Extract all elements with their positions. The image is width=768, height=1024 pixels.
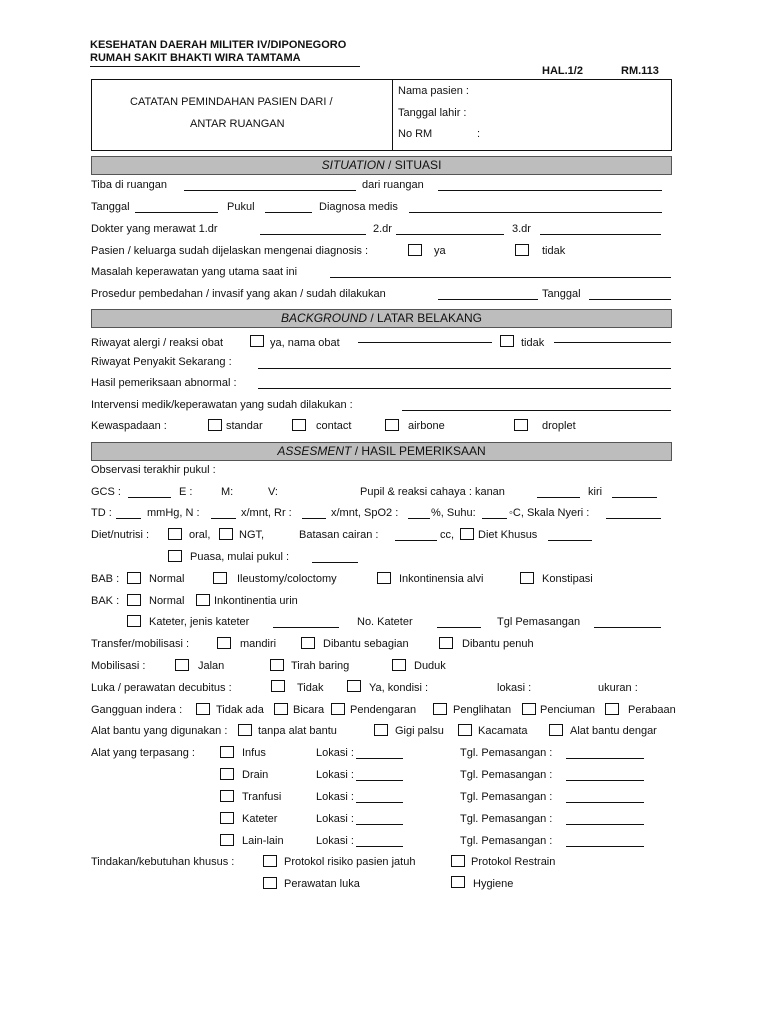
doctor3-label: 3.dr <box>512 223 531 235</box>
fluid-limit-label: Batasan cairan : <box>299 529 379 541</box>
allergy-no-label: tidak <box>521 337 545 349</box>
transfer-partial-checkbox[interactable] <box>301 637 315 649</box>
device-kateter-date-label: Tgl. Pemasangan : <box>460 813 553 825</box>
mobilization-walk-checkbox[interactable] <box>175 659 189 671</box>
device-infus-label: Infus <box>242 747 266 759</box>
allergy-no-field[interactable] <box>554 342 671 343</box>
pupil-right-field[interactable] <box>537 497 580 498</box>
situation-title-id: / SITUASI <box>384 158 442 172</box>
bab-incontinence-label: Inkontinensia alvi <box>399 573 484 585</box>
device-other-label: Lain-lain <box>242 835 284 847</box>
explained-no-label: tidak <box>542 245 566 257</box>
fasting-checkbox[interactable] <box>168 550 182 562</box>
doctor1-field[interactable] <box>260 234 366 235</box>
allergy-drug-field[interactable] <box>358 342 492 343</box>
precaution-droplet-label: droplet <box>542 420 576 432</box>
bp-field[interactable] <box>116 518 141 519</box>
sensory-touch-checkbox[interactable] <box>605 703 619 715</box>
date-label: Tanggal <box>91 201 130 213</box>
device-other-checkbox[interactable] <box>220 834 234 846</box>
special-diet-field[interactable] <box>548 540 592 541</box>
precaution-standard-checkbox[interactable] <box>208 419 222 431</box>
header-underline <box>90 66 360 67</box>
background-title-id: / LATAR BELAKANG <box>367 311 482 325</box>
diagnosis-label: Diagnosa medis <box>319 201 398 213</box>
device-kateter-location-field[interactable] <box>356 824 403 825</box>
device-drain-date-label: Tgl. Pemasangan : <box>460 769 553 781</box>
explained-yes-checkbox[interactable] <box>408 244 422 256</box>
precaution-contact-label: contact <box>316 420 352 432</box>
restrain-checkbox[interactable] <box>451 855 465 867</box>
doctor3-field[interactable] <box>540 234 661 235</box>
assesment-title-id: / HASIL PEMERIKSAAN <box>351 444 486 458</box>
catheter-checkbox[interactable] <box>127 615 141 627</box>
current-illness-label: Riwayat Penyakit Sekarang : <box>91 356 232 368</box>
pupil-left-label: kiri <box>588 486 603 498</box>
sensory-none-label: Tidak ada <box>216 704 264 716</box>
precaution-droplet-checkbox[interactable] <box>514 419 528 431</box>
wound-care-label: Perawatan luka <box>284 878 360 890</box>
bak-normal-label: Normal <box>149 595 185 607</box>
diet-label: Diet/nutrisi : <box>91 529 150 541</box>
device-kateter-date-field[interactable] <box>566 824 644 825</box>
explained-no-checkbox[interactable] <box>515 244 529 256</box>
catheter-date-label: Tgl Pemasangan <box>497 616 581 628</box>
device-drain-label: Drain <box>242 769 269 781</box>
diagnosis-field[interactable] <box>409 212 662 213</box>
device-kateter-location-label: Lokasi : <box>316 813 354 825</box>
fluid-cc-label: cc, <box>440 529 455 541</box>
last-observation-label: Observasi terakhir pukul : <box>91 464 216 476</box>
form-code: RM.113 <box>621 65 659 77</box>
device-drain-location-label: Lokasi : <box>316 769 354 781</box>
abnormal-results-field[interactable] <box>258 388 671 389</box>
bab-normal-checkbox[interactable] <box>127 572 141 584</box>
special-needs-label: Tindakan/kebutuhan khusus : <box>91 856 235 868</box>
aids-none-checkbox[interactable] <box>238 724 252 736</box>
bab-constipation-checkbox[interactable] <box>520 572 534 584</box>
mobilization-walk-label: Jalan <box>198 660 225 672</box>
diagnosis-explained-label: Pasien / keluarga sudah dijelaskan mengenai diagnosis : <box>91 245 369 257</box>
hygiene-checkbox[interactable] <box>451 876 465 888</box>
bab-ileostomy-checkbox[interactable] <box>213 572 227 584</box>
restrain-label: Protokol Restrain <box>471 856 556 868</box>
org-name: KESEHATAN DAERAH MILITER IV/DIPONEGORO <box>90 39 347 51</box>
aids-dentures-label: Gigi palsu <box>395 725 444 737</box>
diet-oral-label: oral, <box>189 529 211 541</box>
medical-record-colon: : <box>477 128 481 140</box>
transfer-label: Transfer/mobilisasi : <box>91 638 190 650</box>
transfer-full-checkbox[interactable] <box>439 637 453 649</box>
fall-risk-checkbox[interactable] <box>263 855 277 867</box>
pain-scale-label: ◦C, Skala Nyeri : <box>509 507 590 519</box>
catheter-type-label: Kateter, jenis kateter <box>149 616 250 628</box>
allergy-yes-checkbox[interactable] <box>250 335 264 347</box>
background-section-header <box>91 309 672 328</box>
form-title-line2: ANTAR RUANGAN <box>190 118 285 130</box>
device-tranfusi-date-label: Tgl. Pemasangan : <box>460 791 553 803</box>
catheter-number-label: No. Kateter <box>357 616 413 628</box>
device-infus-location-field[interactable] <box>356 758 403 759</box>
time-label: Pukul <box>227 201 255 213</box>
aids-glasses-checkbox[interactable] <box>458 724 472 736</box>
birth-date-label: Tanggal lahir : <box>398 107 467 119</box>
transfer-independent-checkbox[interactable] <box>217 637 231 649</box>
form-title-line1: CATATAN PEMINDAHAN PASIEN DARI / <box>130 96 333 108</box>
bak-label: BAK : <box>91 595 120 607</box>
wound-no-checkbox[interactable] <box>271 680 285 692</box>
precaution-standard-label: standar <box>226 420 263 432</box>
arrival-room-label: Tiba di ruangan <box>91 179 168 191</box>
sensory-hearing-checkbox[interactable] <box>331 703 345 715</box>
procedure-field[interactable] <box>438 299 538 300</box>
aids-hearing-checkbox[interactable] <box>549 724 563 736</box>
pulse-label: mmHg, N : <box>147 507 200 519</box>
device-drain-date-field[interactable] <box>566 780 644 781</box>
wound-yes-label: Ya, kondisi : <box>369 682 429 694</box>
catheter-type-field[interactable] <box>273 627 339 628</box>
intervention-label: Intervensi medik/keperawatan yang sudah dilakukan : <box>91 399 353 411</box>
bab-label: BAB : <box>91 573 120 585</box>
aids-dentures-checkbox[interactable] <box>374 724 388 736</box>
assesment-title-en: ASSESMENT <box>277 444 352 458</box>
mobilization-label: Mobilisasi : <box>91 660 146 672</box>
mobilization-bed-checkbox[interactable] <box>270 659 284 671</box>
allergy-no-checkbox[interactable] <box>500 335 514 347</box>
catheter-number-field[interactable] <box>437 627 481 628</box>
sensory-vision-label: Penglihatan <box>453 704 512 716</box>
precaution-contact-checkbox[interactable] <box>292 419 306 431</box>
aids-label: Alat bantu yang digunakan : <box>91 725 228 737</box>
bab-incontinence-checkbox[interactable] <box>377 572 391 584</box>
installed-devices-label: Alat yang terpasang : <box>91 747 195 759</box>
temperature-field[interactable] <box>482 518 507 519</box>
fall-risk-label: Protokol risiko pasien jatuh <box>284 856 416 868</box>
bak-normal-checkbox[interactable] <box>127 594 141 606</box>
background-title-en: BACKGROUND <box>281 311 368 325</box>
fasting-label: Puasa, mulai pukul : <box>190 551 290 563</box>
gcs-m-label: M: <box>221 486 234 498</box>
sensory-label: Gangguan indera : <box>91 704 183 716</box>
gcs-label: GCS : <box>91 486 121 498</box>
device-infus-date-label: Tgl. Pemasangan : <box>460 747 553 759</box>
device-infus-checkbox[interactable] <box>220 746 234 758</box>
pupil-left-field[interactable] <box>612 497 657 498</box>
transfer-partial-label: Dibantu sebagian <box>323 638 409 650</box>
device-tranfusi-label: Tranfusi <box>242 791 282 803</box>
sensory-smell-label: Penciuman <box>540 704 596 716</box>
title-box <box>91 79 393 151</box>
rr-field[interactable] <box>302 518 326 519</box>
arrival-room-field[interactable] <box>184 190 356 191</box>
abnormal-results-label: Hasil pemeriksaan abnormal : <box>91 377 237 389</box>
from-room-label: dari ruangan <box>362 179 424 191</box>
sensory-smell-checkbox[interactable] <box>522 703 536 715</box>
device-tranfusi-checkbox[interactable] <box>220 790 234 802</box>
mobilization-sit-label: Duduk <box>414 660 446 672</box>
wound-care-checkbox[interactable] <box>263 877 277 889</box>
diet-ngt-label: NGT, <box>239 529 265 541</box>
diet-ngt-checkbox[interactable] <box>219 528 233 540</box>
gcs-e-label: E : <box>179 486 193 498</box>
aids-none-label: tanpa alat bantu <box>258 725 337 737</box>
transfer-full-label: Dibantu penuh <box>462 638 534 650</box>
procedure-date-label: Tanggal <box>542 288 581 300</box>
transfer-independent-label: mandiri <box>240 638 277 650</box>
diet-oral-checkbox[interactable] <box>168 528 182 540</box>
situation-section-header <box>91 156 672 175</box>
gcs-v-label: V: <box>268 486 278 498</box>
wound-label: Luka / perawatan decubitus : <box>91 682 232 694</box>
mobilization-sit-checkbox[interactable] <box>392 659 406 671</box>
procedure-label: Prosedur pembedahan / invasif yang akan / sudah dilakukan <box>91 288 386 300</box>
temperature-label: %, Suhu: <box>431 507 476 519</box>
precaution-airbone-label: airbone <box>408 420 445 432</box>
sensory-touch-label: Perabaan <box>628 704 676 716</box>
bak-incontinence-checkbox[interactable] <box>196 594 210 606</box>
device-other-date-label: Tgl. Pemasangan : <box>460 835 553 847</box>
device-kateter-label: Kateter <box>242 813 278 825</box>
mobilization-bed-label: Tirah baring <box>291 660 350 672</box>
sensory-vision-checkbox[interactable] <box>433 703 447 715</box>
precaution-label: Kewaspadaan : <box>91 420 167 432</box>
sensory-speech-label: Bicara <box>293 704 325 716</box>
wound-no-label: Tidak <box>297 682 324 694</box>
sensory-hearing-label: Pendengaran <box>350 704 417 716</box>
hospital-name: RUMAH SAKIT BHAKTI WIRA TAMTAMA <box>90 52 301 64</box>
current-illness-field[interactable] <box>258 368 671 369</box>
page-number: HAL.1/2 <box>542 65 583 77</box>
fasting-time-field[interactable] <box>312 562 358 563</box>
allergy-label: Riwayat alergi / reaksi obat <box>91 337 224 349</box>
bab-normal-label: Normal <box>149 573 185 585</box>
nursing-problem-label: Masalah keperawatan yang utama saat ini <box>91 266 298 278</box>
device-tranfusi-location-field[interactable] <box>356 802 403 803</box>
device-drain-location-field[interactable] <box>356 780 403 781</box>
device-infus-date-field[interactable] <box>566 758 644 759</box>
device-infus-location-label: Lokasi : <box>316 747 354 759</box>
explained-yes-label: ya <box>434 245 446 257</box>
aids-hearing-label: Alat bantu dengar <box>570 725 657 737</box>
wound-size-label: ukuran : <box>598 682 638 694</box>
procedure-date-field[interactable] <box>589 299 671 300</box>
bab-constipation-label: Konstipasi <box>542 573 593 585</box>
assesment-section-header <box>91 442 672 461</box>
aids-glasses-label: Kacamata <box>478 725 528 737</box>
patient-name-label: Nama pasien : <box>398 85 469 97</box>
device-other-location-field[interactable] <box>356 846 403 847</box>
fluid-limit-field[interactable] <box>395 540 437 541</box>
special-diet-label: Diet Khusus <box>478 529 538 541</box>
doctor-label: Dokter yang merawat 1.dr <box>91 223 218 235</box>
spo2-label: x/mnt, SpO2 : <box>331 507 399 519</box>
bab-ileostomy-label: Ileustomy/coloctomy <box>237 573 337 585</box>
device-other-location-label: Lokasi : <box>316 835 354 847</box>
time-field[interactable] <box>265 212 312 213</box>
special-diet-checkbox[interactable] <box>460 528 474 540</box>
date-field[interactable] <box>135 212 218 213</box>
wound-location-label: lokasi : <box>497 682 532 694</box>
doctor2-label: 2.dr <box>373 223 392 235</box>
sensory-speech-checkbox[interactable] <box>274 703 288 715</box>
device-other-date-field[interactable] <box>566 846 644 847</box>
nursing-problem-field[interactable] <box>330 277 671 278</box>
allergy-yes-label: ya, nama obat <box>270 337 340 349</box>
wound-yes-checkbox[interactable] <box>347 680 361 692</box>
sensory-none-checkbox[interactable] <box>196 703 210 715</box>
bp-label: TD : <box>91 507 112 519</box>
gcs-field[interactable] <box>128 497 171 498</box>
intervention-field[interactable] <box>402 410 671 411</box>
device-tranfusi-location-label: Lokasi : <box>316 791 354 803</box>
device-drain-checkbox[interactable] <box>220 768 234 780</box>
spo2-field[interactable] <box>408 518 430 519</box>
situation-title-en: SITUATION <box>321 158 385 172</box>
precaution-airbone-checkbox[interactable] <box>385 419 399 431</box>
medical-record-label: No RM <box>398 128 433 140</box>
hygiene-label: Hygiene <box>473 878 514 890</box>
doctor2-field[interactable] <box>396 234 504 235</box>
device-tranfusi-date-field[interactable] <box>566 802 644 803</box>
bak-incontinence-label: Inkontinentia urin <box>214 595 298 607</box>
catheter-date-field[interactable] <box>594 627 661 628</box>
pain-scale-field[interactable] <box>606 518 661 519</box>
pulse-field[interactable] <box>211 518 236 519</box>
pupil-right-label: Pupil & reaksi cahaya : kanan <box>360 486 505 498</box>
device-kateter-checkbox[interactable] <box>220 812 234 824</box>
from-room-field[interactable] <box>438 190 662 191</box>
rr-label: x/mnt, Rr : <box>241 507 292 519</box>
